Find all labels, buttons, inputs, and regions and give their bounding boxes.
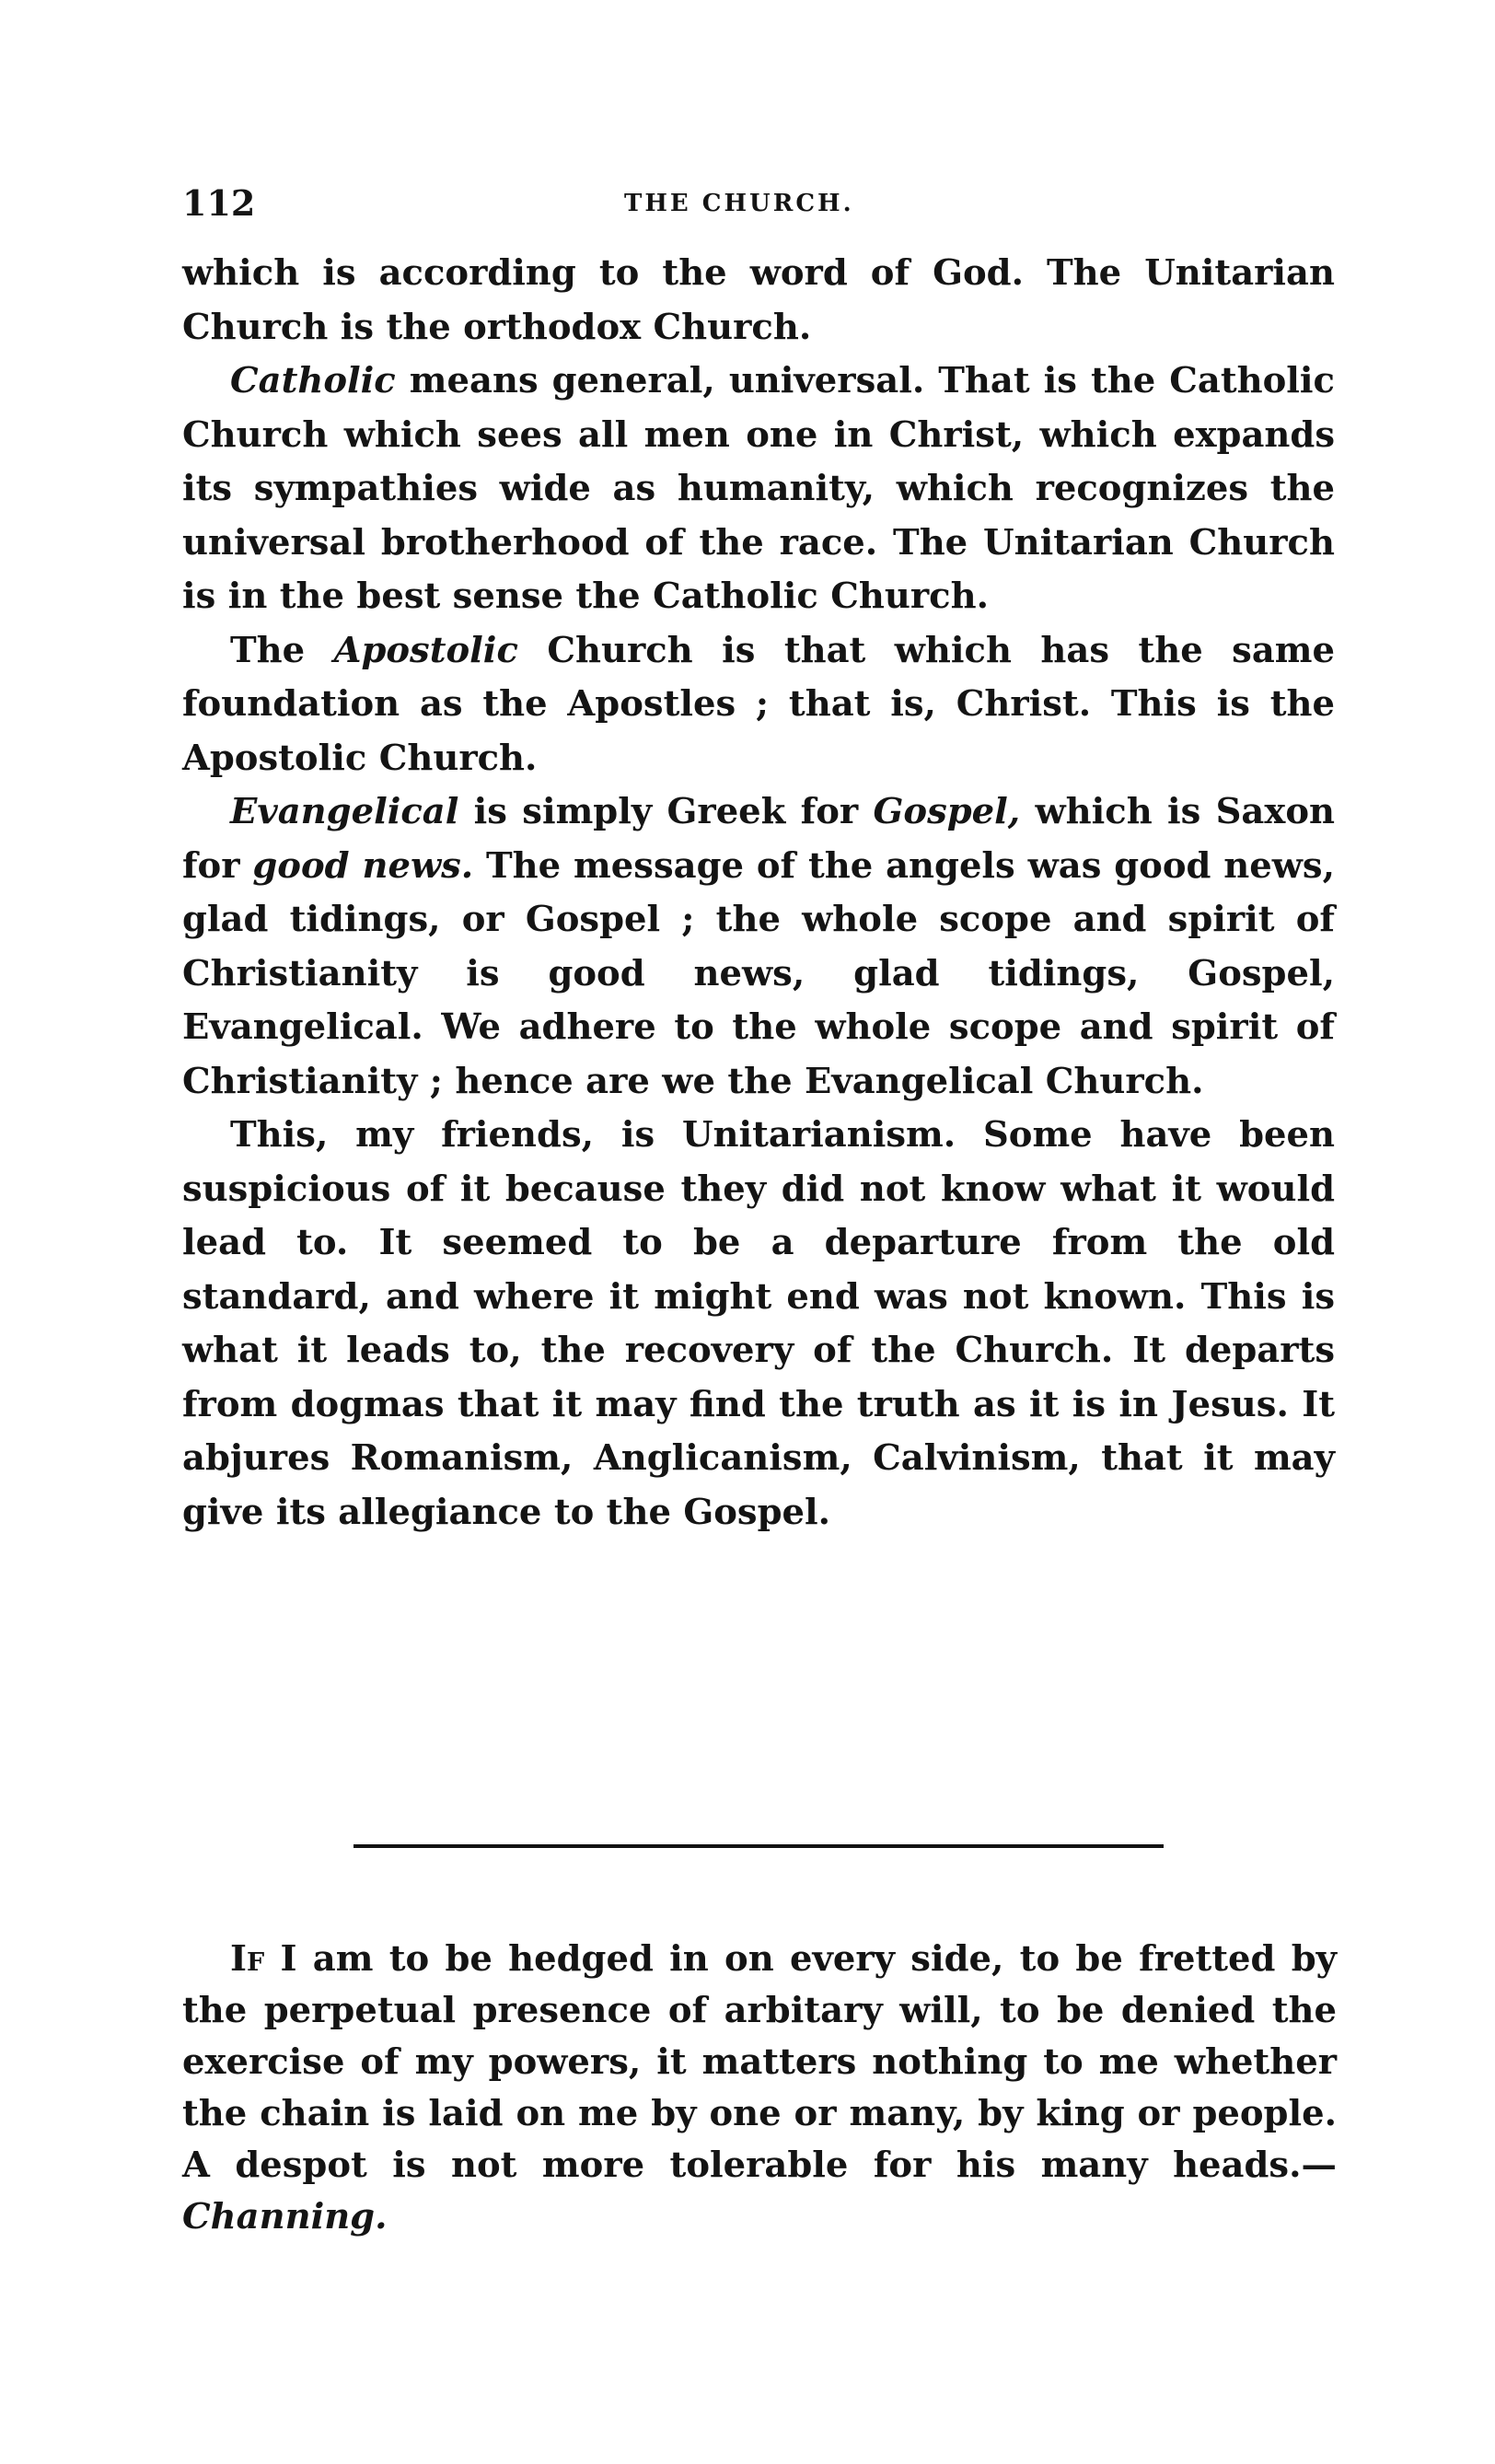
quote-paragraph (182, 1934, 1337, 2243)
quote-text: I am to be hedged in on every side, to be fretted by the perpetual presence of arbitary will, to be denied the exercise of my powers, it matters nothing to me whether the chain is laid on me by one or many, by king or people. A despot is not more tolerable for his many heads.— (182, 1938, 1337, 2186)
paragraph (182, 1109, 1335, 1540)
paragraph-text: This, my friends, is Unitarianism. Some have been suspicious of it because they did not know what it would lead to. It seemed to be a departure from the old standard, and where it might end was not known. This is what it leads to, the recovery of the Church. It departs from dogmas that it may find the truth as it is in Jesus. It abjures Romanism, Anglicanism, Calvinism, that it may give its allegiance to the Gospel. (182, 1114, 1335, 1533)
paragraph-text: The message of the angels was good news, glad tidings, or Gospel ; the whole scope and spirit of Christianity is good news, glad tidings, Gospel, Evangelical. We adhere to the whole scope and spirit of Christianity ; hence are we the Evangelical Church. (182, 844, 1335, 1102)
paragraph-text: which is Saxon for (182, 791, 1335, 887)
paragraph-text: means general, universal. That is the Catholic Church which sees all men one in Christ, which expands its sympathies wide as humanity, which recognizes the universal brotherhood of the race. The Unitarian Church is in the best sense the Catholic Church. (182, 360, 1335, 617)
paragraph-text: which is according to the word of God. The Unitarian Church is the orthodox Church. (182, 252, 1335, 348)
body-text (182, 247, 1335, 1540)
running-head (182, 182, 1333, 223)
italic-term: Evangelical (230, 791, 459, 832)
italic-term: Catholic (230, 360, 396, 401)
paragraph (182, 247, 1335, 354)
paragraph-text: is simply Greek for (458, 791, 874, 832)
paragraph (182, 354, 1335, 624)
running-title: THE CHURCH. (624, 190, 854, 217)
paragraph-text: The (230, 629, 334, 671)
italic-term: Apostolic (333, 629, 518, 671)
paragraph-text: Church is that which has the same foundation as the Apostles ; that is, Christ. This is the Apostolic Church. (182, 629, 1335, 779)
paragraph (182, 624, 1335, 786)
italic-term: Gospel, (873, 791, 1021, 832)
closing-quote (182, 1934, 1337, 2243)
quote-attribution: Channing. (182, 2196, 388, 2237)
italic-term: good news. (252, 844, 474, 887)
paragraph (182, 785, 1335, 1109)
section-divider (353, 1844, 1164, 1848)
page-number: 112 (182, 182, 256, 224)
quote-dropcap: If (230, 1938, 265, 1980)
